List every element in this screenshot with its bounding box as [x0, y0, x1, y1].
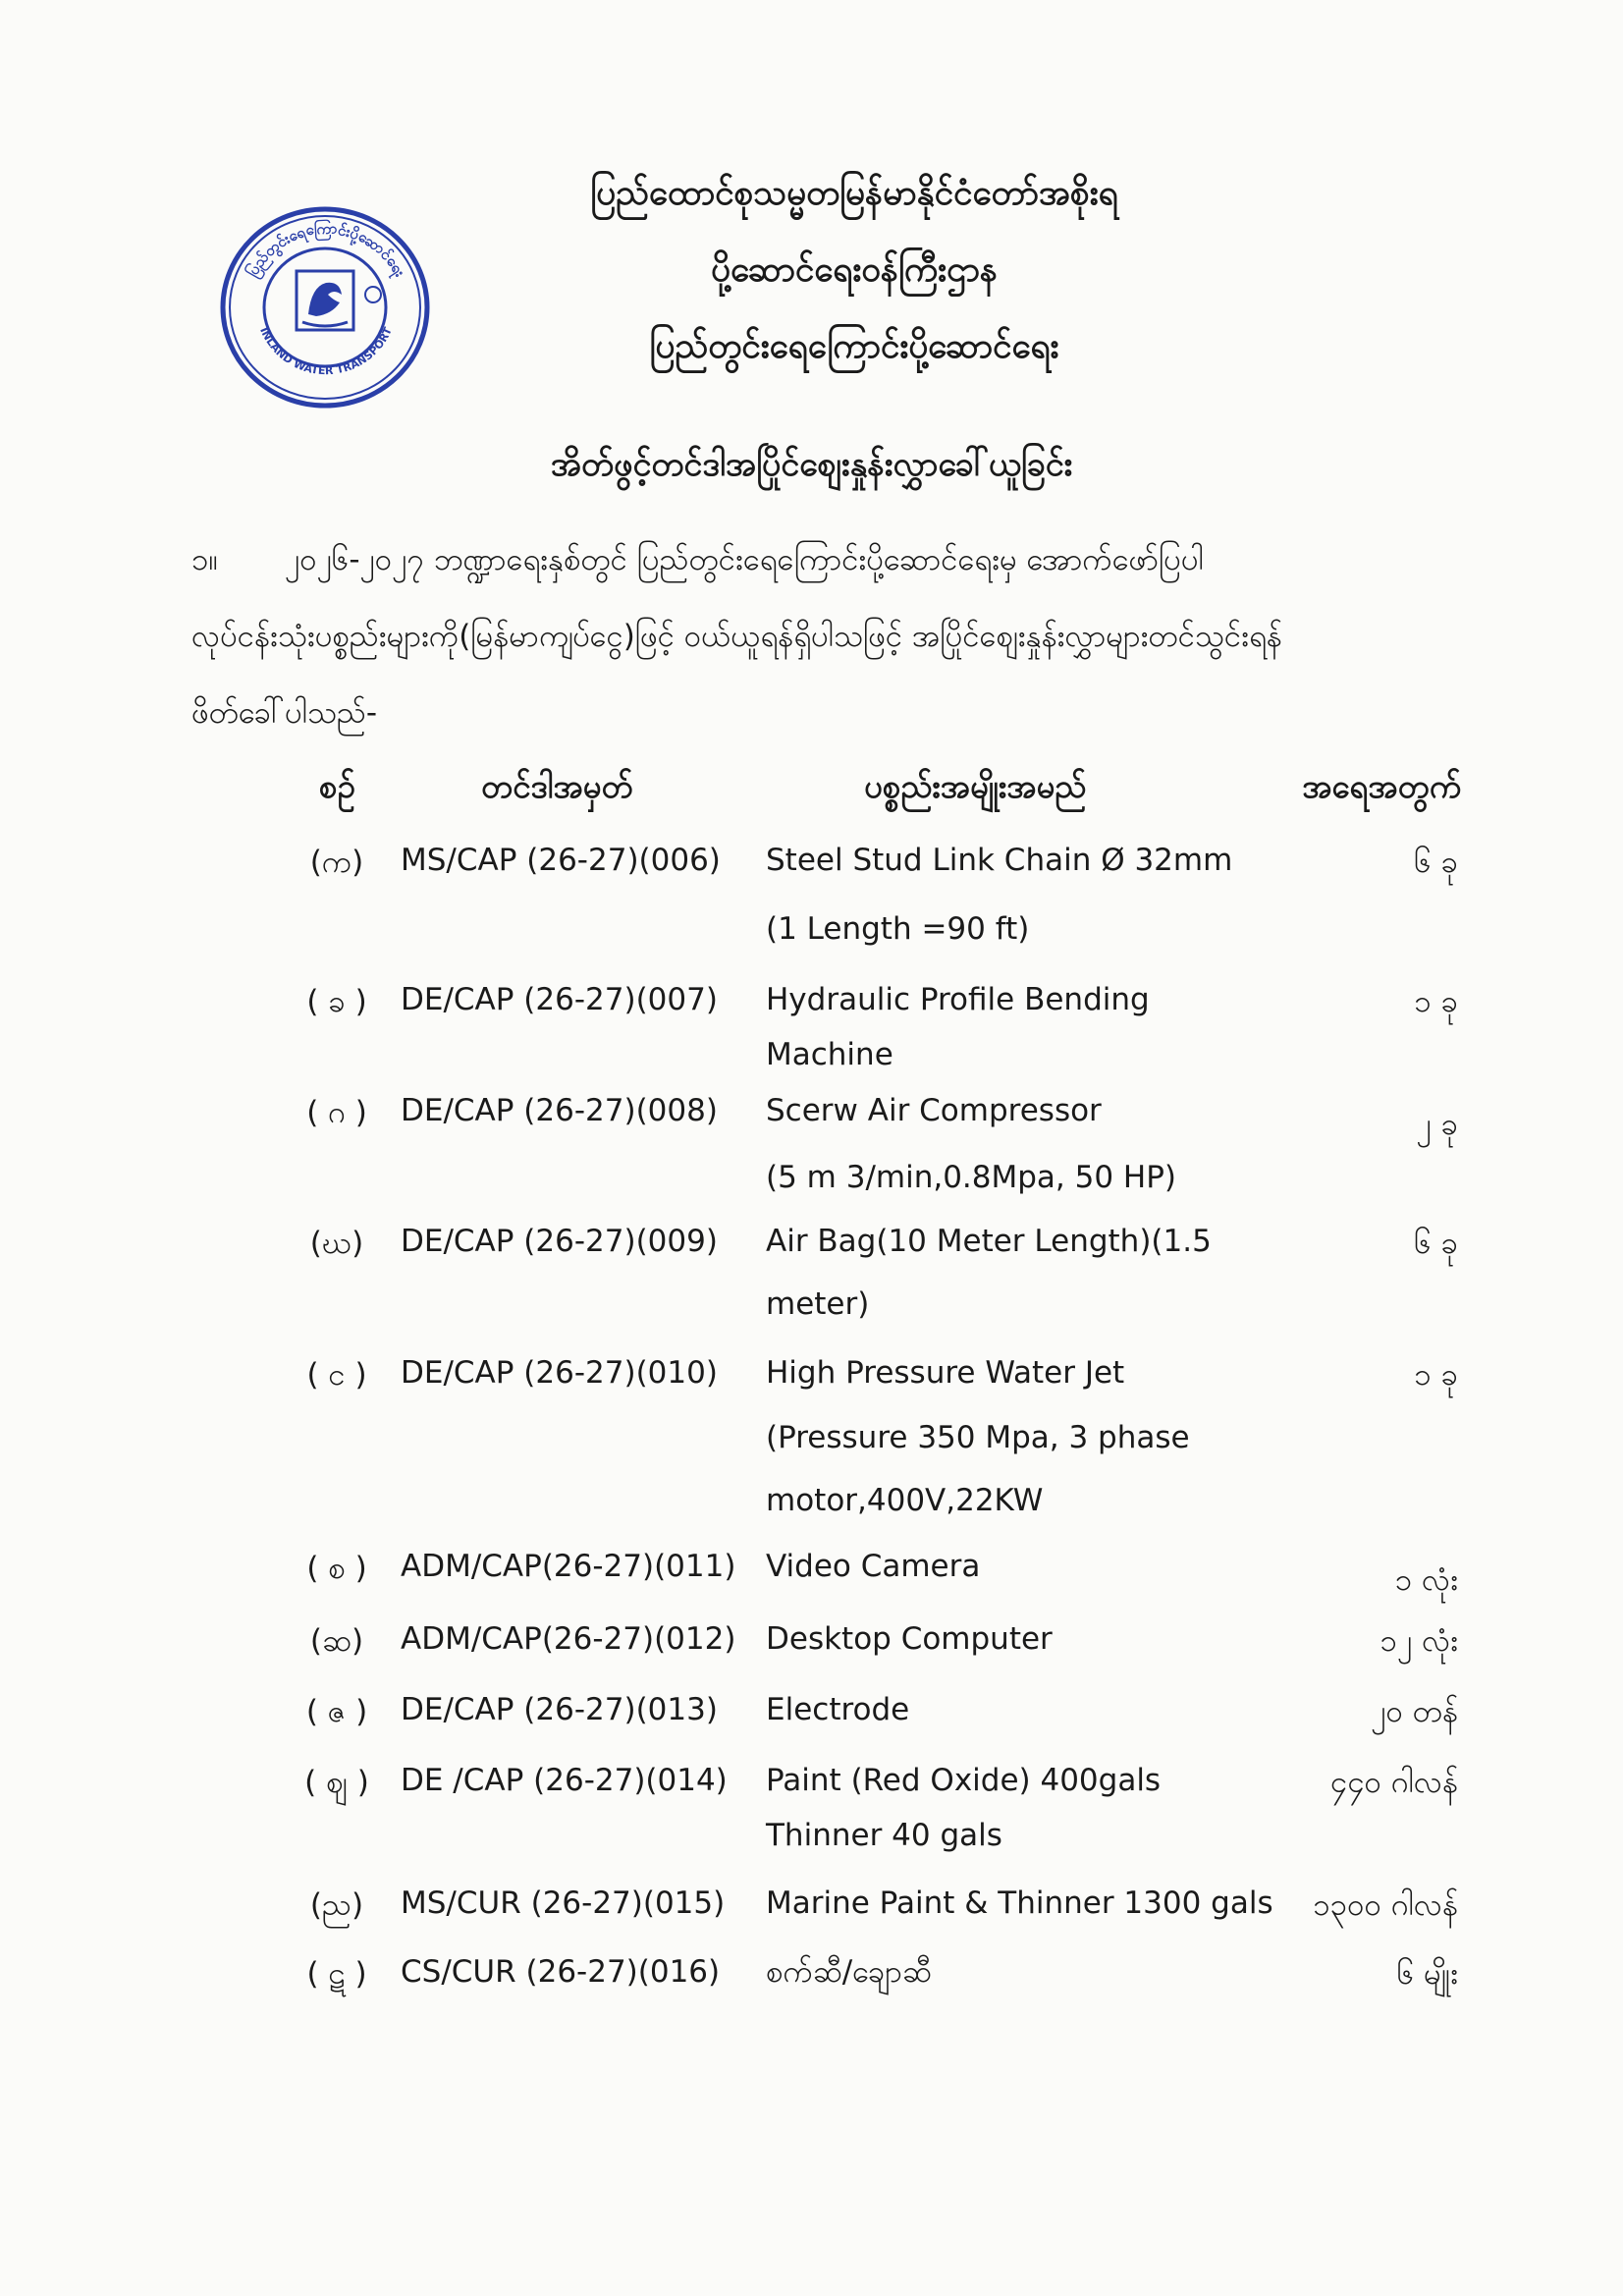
intro-paragraph [191, 530, 1517, 760]
item-description: Desktop Computer [766, 1621, 1053, 1657]
quantity: ၆ ခု [1414, 845, 1458, 880]
tender-number: CS/CUR (26-27)(016) [401, 1954, 721, 1990]
tender-number: DE/CAP (26-27)(009) [401, 1224, 718, 1259]
inland-water-transport-seal [218, 204, 432, 410]
row-number: ( ဇ ) [305, 1694, 368, 1729]
letterhead [550, 155, 1159, 385]
tender-number: MS/CUR (26-27)(015) [401, 1886, 726, 1921]
tender-number: DE/CAP (26-27)(007) [401, 982, 718, 1017]
row-number: (ဃ) [309, 1226, 364, 1261]
tender-number: ADM/CAP(26-27)(012) [401, 1621, 736, 1657]
intro-line-1 [191, 530, 1517, 607]
quantity: ၁၃၀၀ ဂါလန် [1313, 1887, 1458, 1923]
item-description: Steel Stud Link Chain Ø 32mm (1 Length =90 ft) [766, 843, 1233, 947]
svg-text:ပြည်တွင်းရေကြောင်းပို့ဆောင်ရေး: ပြည်တွင်းရေကြောင်းပို့ဆောင်ရေး [243, 219, 409, 281]
table-header [0, 766, 1623, 825]
row-number: ( ဋ ) [306, 1956, 367, 1992]
government-name: ပြည်ထောင်စုသမ္မတမြန်မာနိုင်ငံတော်အစိုးရ [590, 174, 1118, 213]
tender-number: DE/CAP (26-27)(010) [401, 1355, 718, 1391]
quantity: ၂ ခု [1416, 1107, 1458, 1142]
tender-number: DE /CAP (26-27)(014) [401, 1763, 728, 1798]
col-header-no: စဉ် [319, 767, 355, 805]
quantity: ၁ လုံး [1394, 1562, 1458, 1598]
svg-text:INLAND WATER TRANSPORT: INLAND WATER TRANSPORT [257, 325, 395, 378]
row-number: (ဆ) [309, 1623, 364, 1659]
paragraph-number: ၁။ [191, 542, 218, 577]
item-description: Electrode [766, 1692, 910, 1727]
tender-number: ADM/CAP(26-27)(011) [401, 1549, 736, 1584]
intro-line-3: ဖိတ်ခေါ်ပါသည်- [191, 695, 378, 731]
row-number: (ည) [309, 1887, 364, 1923]
ministry-name: ပို့ဆောင်ရေးဝန်ကြီးဌာန [711, 250, 998, 290]
quantity: ၁ ခု [1414, 1357, 1458, 1393]
intro-text-1: ၂၀၂၆-၂၀၂၇ ဘဏ္ဍာရေးနှစ်တွင် ပြည်တွင်းရေကြောင်းပို့ဆောင်ရေးမှ အောက်ဖော်ပြပါ [285, 542, 1204, 577]
item-description: Marine Paint & Thinner 1300 gals [766, 1886, 1273, 1921]
notice-title: အိတ်ဖွင့်တင်ဒါအပြိုင်စျေးနှုန်းလွှာခေါ်ယူခြင်း [550, 445, 1073, 484]
item-description: Paint (Red Oxide) 400gals Thinner 40 gals [766, 1763, 1162, 1853]
item-description: Air Bag(10 Meter Length)(1.5 meter) [766, 1224, 1212, 1322]
item-description: Video Camera [766, 1549, 981, 1584]
row-number: (က) [309, 845, 364, 880]
quantity: ၆ ခု [1414, 1226, 1458, 1261]
row-number: ( စ ) [306, 1551, 367, 1586]
quantity: ၁၂ လုံး [1380, 1623, 1458, 1659]
quantity: ၁ ခု [1414, 984, 1458, 1019]
row-number: ( ဂ ) [306, 1095, 367, 1130]
quantity: ၆ မျိုး [1396, 1956, 1458, 1992]
row-number: ( ဈ ) [304, 1765, 369, 1800]
col-header-qty: အရေအတွက် [1302, 767, 1461, 805]
row-number: ( ခ ) [306, 984, 367, 1019]
intro-line-2: လုပ်ငန်းသုံးပစ္စည်းများကို(မြန်မာကျပ်ငွေ)ဖြင့် ဝယ်ယူရန်ရှိပါသဖြင့် အပြိုင်စျေးနှုန်းလွှာများတင်သွင်းရန် [191, 619, 1282, 654]
tender-number: DE/CAP (26-27)(013) [401, 1692, 718, 1727]
item-description: စက်ဆီ/ချောဆီ [766, 1954, 932, 1990]
tender-number: DE/CAP (26-27)(008) [401, 1093, 718, 1128]
quantity: ၂၀ တန် [1371, 1694, 1458, 1729]
col-header-tender: တင်ဒါအမှတ် [481, 767, 633, 805]
col-header-item: ပစ္စည်းအမျိုးအမည် [864, 767, 1087, 805]
row-number: ( င ) [306, 1357, 367, 1393]
item-description: Hydraulic Profile Bending Machine [766, 982, 1150, 1072]
quantity: ၄၄၀ ဂါလန် [1329, 1765, 1458, 1800]
item-description: High Pressure Water Jet (Pressure 350 Mpa, 3 phase motor,400V,22KW [766, 1355, 1190, 1518]
tender-number: MS/CAP (26-27)(006) [401, 843, 721, 878]
item-description: Scerw Air Compressor (5 m 3/min,0.8Mpa, 50 HP) [766, 1093, 1177, 1195]
department-name: ပြည်တွင်းရေကြောင်းပို့ဆောင်ရေး [649, 327, 1059, 366]
